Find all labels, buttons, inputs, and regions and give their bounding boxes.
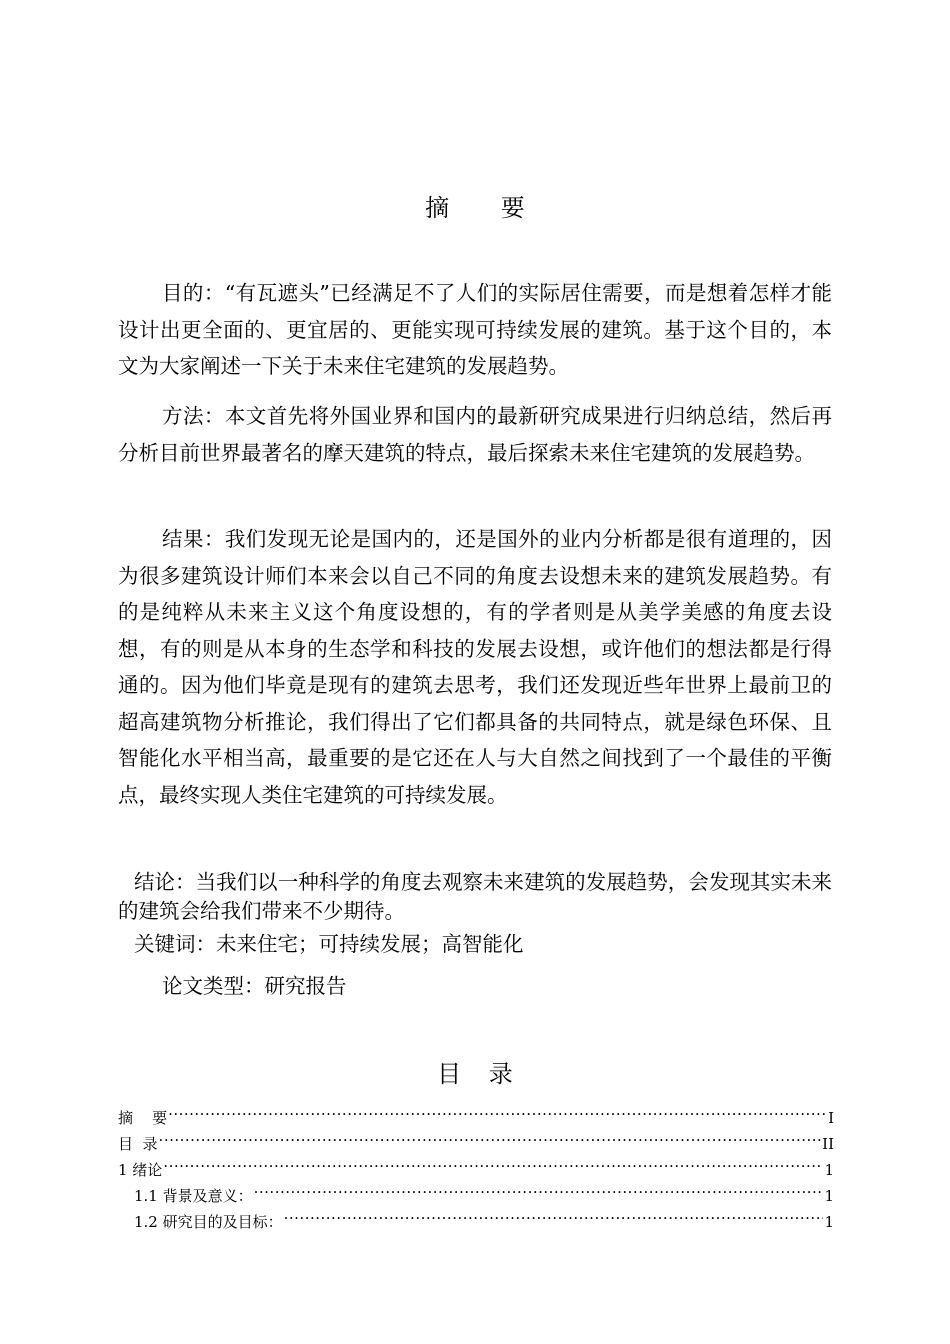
toc-entry-page: I [828, 1109, 834, 1127]
toc-entry-label: 1.1 背景及意义： [134, 1187, 253, 1205]
abstract-keywords: 关键词：未来住宅；可持续发展；高智能化 [134, 932, 524, 956]
abstract-conclusion-paragraph: 结论：当我们以一种科学的角度去观察未来建筑的发展趋势，会发现其实未来的建筑会给我们带来不少期待。 [118, 870, 832, 923]
toc-entry-label: 1.2 研究目的及目标： [134, 1213, 283, 1231]
abstract-purpose-paragraph: 目的：“有瓦遮头”已经满足不了人们的实际居住需要，而是想着怎样才能设计出更全面的、更宜居的、更能实现可持续发展的建筑。基于这个目的，本文为大家阐述一下关于未来住宅建筑的发展趋势。 [118, 281, 832, 378]
toc-entry-page: 1 [824, 1161, 834, 1179]
toc-entry-label: 1 绪论 [118, 1161, 163, 1179]
toc-entry-label: 摘 要 [118, 1109, 168, 1127]
toc-entry-abstract[interactable] [118, 1097, 834, 1127]
toc-heading: 目 录 [437, 1060, 523, 1088]
abstract-heading: 摘 要 [425, 194, 547, 222]
abstract-result-paragraph: 结果：我们发现无论是国内的，还是国外的业内分析都是很有道理的，因为很多建筑设计师们本来会以自己不同的角度去设想未来的建筑发展趋势。有的是纯粹从未来主义这个角度设想的，有的学者则是从美学美感的角度去设想，有的则是从本身的生态学和科技的发展去设想，或许他们的想法都是行得通的。因为他们毕竟是现有的建筑去思考，我们还发现近些年世界上最前卫的超高建筑物分析推论，我们得出了它们都具备的共同特点，就是绿色环保、且智能化水平相当高，最重要的是它还在人与大自然之间找到了一个最佳的平衡点，最终实现人类住宅建筑的可持续发展。 [118, 527, 832, 807]
toc-dot-leader [254, 1175, 824, 1201]
abstract-method-paragraph: 方法：本文首先将外国业界和国内的最新研究成果进行归纳总结，然后再分析目前世界最著名的摩天建筑的特点，最后探索未来住宅建筑的发展趋势。 [118, 404, 832, 465]
toc-dot-leader [168, 1097, 827, 1123]
toc-entry-introduction[interactable] [118, 1149, 834, 1179]
abstract-paper-type: 论文类型：研究报告 [162, 974, 347, 998]
toc-entry-page: II [822, 1135, 834, 1153]
toc-dot-leader [159, 1123, 822, 1149]
toc-dot-leader [284, 1201, 824, 1227]
toc-entry-page: 1 [824, 1213, 834, 1231]
table-of-contents [118, 1097, 834, 1231]
toc-entry-background[interactable] [118, 1175, 834, 1205]
toc-dot-leader [163, 1149, 823, 1175]
toc-entry-page: 1 [824, 1187, 834, 1205]
toc-entry-contents[interactable] [118, 1123, 834, 1153]
toc-entry-label: 目 录 [118, 1135, 158, 1153]
